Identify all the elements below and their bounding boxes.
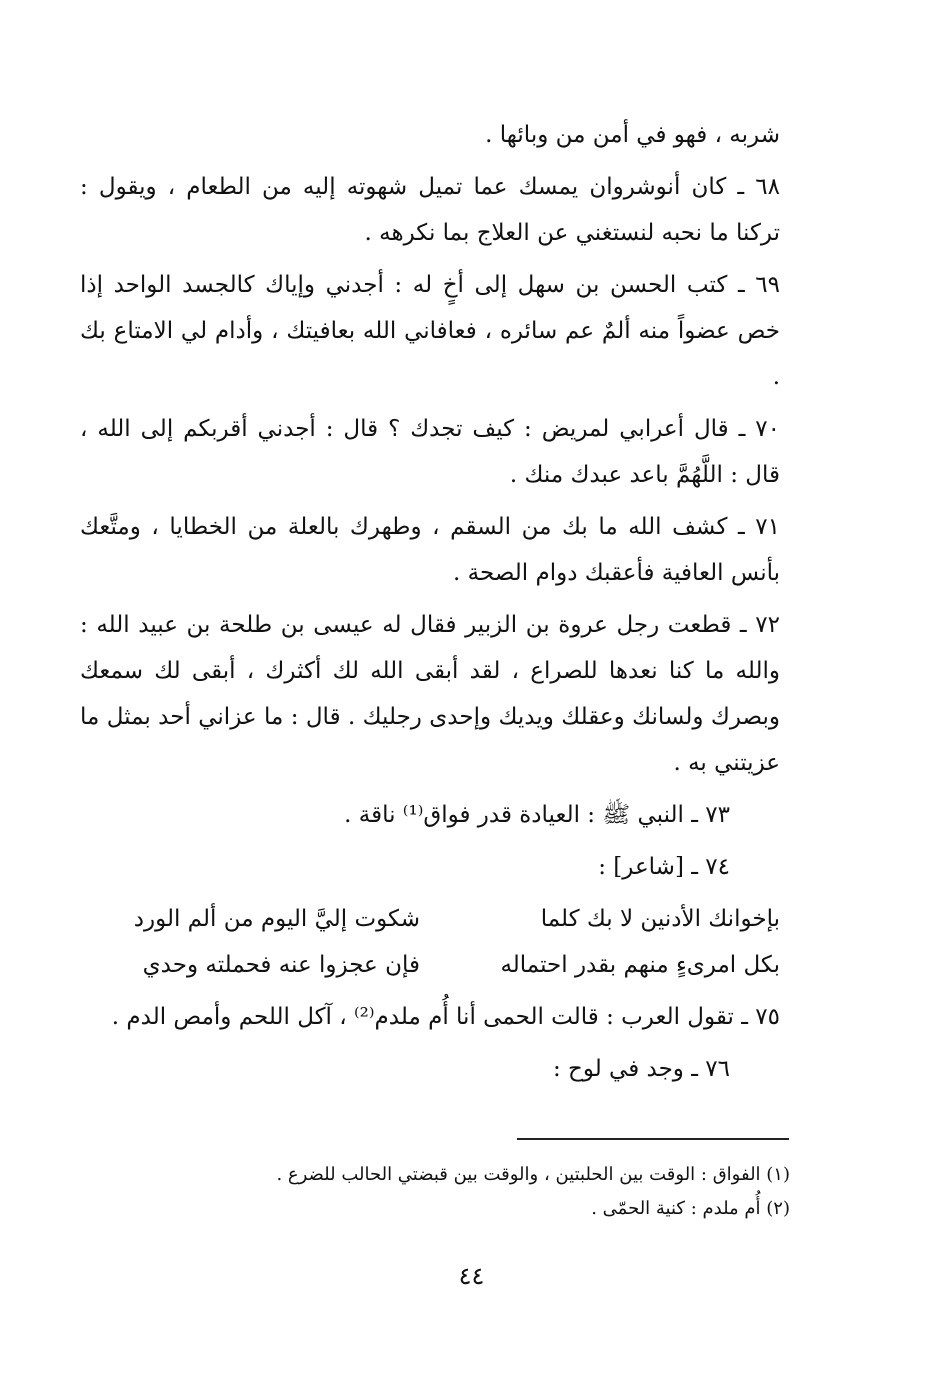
verse-line: [80, 896, 780, 942]
paragraph-69: ٦٩ ـ كتب الحسن بن سهل إلى أخٍ له : أجدني وإياك كالجسد الواحد إذا خص عضواً منه ألمٌ عم سائره ، فعافاني الله بعافيتك ، وأدام لي الامتاع بك .: [80, 272, 780, 390]
paragraph-70: ٧٠ ـ قال أعرابي لمريض : كيف تجدك ؟ قال : أجدني أقربكم إلى الله ، قال : اللَّهُمَّ باعد عبدك منك .: [80, 416, 780, 488]
main-text: [80, 112, 780, 1098]
verse-first-hemistich: بكل امرىءٍ منهم بقدر احتماله: [500, 952, 780, 978]
footnote-divider: [517, 1138, 789, 1140]
poem-verses: [80, 896, 780, 988]
verse-second-hemistich: شكوت إليَّ اليوم من ألم الورد: [133, 906, 420, 932]
paragraph-76: ٧٦ ـ وجد في لوح :: [552, 1056, 730, 1082]
page-number: ٤٤: [458, 1262, 485, 1290]
footnotes: [140, 1158, 790, 1226]
paragraph-68: ٦٨ ـ كان أنوشروان يمسك عما تميل شهوته إليه من الطعام ، ويقول : تركنا ما نحبه لنستغني عن العلاج بما نكرهه .: [80, 174, 780, 246]
paragraph-74: ٧٤ ـ [شاعر] :: [598, 854, 730, 880]
verse-second-hemistich: فإن عجزوا عنه فحملته وحدي: [142, 952, 420, 978]
paragraph-73: ٧٣ ـ النبي ﷺ : العيادة قدر فواق⁽¹⁾ ناقة .: [344, 802, 730, 828]
footnote-1: (١) الفواق : الوقت بين الحلبتين ، والوقت بين قبضتي الحالب للضرع .: [276, 1164, 790, 1185]
paragraph-72: ٧٢ ـ قطعت رجل عروة بن الزبير فقال له عيسى بن طلحة بن عبيد الله : والله ما كنا نعدها للصراع ، لقد أبقى الله لك أكثرك ، أبقى لك سمعك وبصرك ولسانك وعقلك ويديك وإحدى رجليك . قال : ما عزاني أحد بمثل ما عزيتني به .: [80, 612, 780, 776]
paragraph-71: ٧١ ـ كشف الله ما بك من السقم ، وطهرك بالعلة من الخطايا ، ومتَّعك بأنس العافية فأعقبك دوام الصحة .: [80, 514, 780, 586]
verse-line: [80, 942, 780, 988]
verse-first-hemistich: بإخوانك الأدنين لا بك كلما: [540, 906, 780, 932]
paragraph-continuation: شربه ، فهو في أمن من وبائها .: [485, 122, 780, 148]
paragraph-75: ٧٥ ـ تقول العرب : قالت الحمى أنا أُم ملدم⁽²⁾ ، آكل اللحم وأمص الدم .: [111, 1004, 780, 1030]
footnote-2: (٢) أُم ملدم : كنية الحمّى .: [591, 1198, 790, 1219]
